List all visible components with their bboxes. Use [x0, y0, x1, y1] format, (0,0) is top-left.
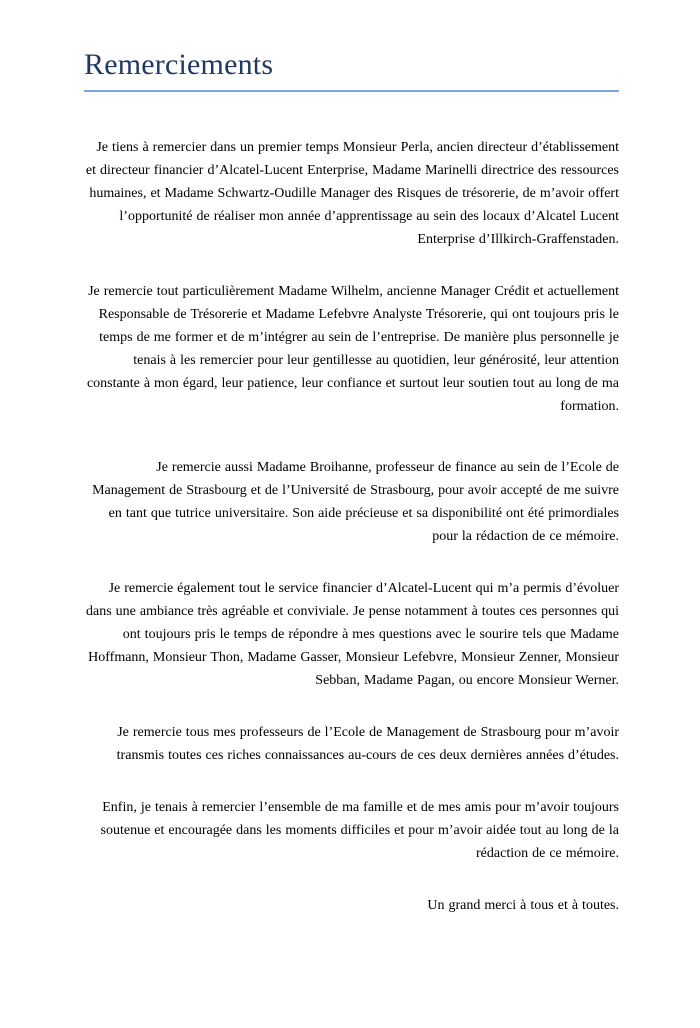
page-title: Remerciements [84, 48, 274, 81]
paragraph-acknowledgment-5: Je remercie tous mes professeurs de l’Ecole de Management de Strasbourg pour m’avoir transmis toutes ces riches connaissances au-cours de ces deux dernières années d’études. [116, 725, 619, 763]
title-rule [84, 90, 619, 92]
paragraph-acknowledgment-3: Je remercie aussi Madame Broihanne, professeur de finance au sein de l’Ecole de Management de Strasbourg et de l’Université de Strasbourg, pour avoir accepté de me suivre en tant que tutrice universitaire. Son aide précieuse et sa disponibilité ont été primordiales pour la rédaction de ce mémoire. [92, 460, 619, 544]
document-body [84, 136, 619, 917]
paragraph-acknowledgment-2: Je remercie tout particulièrement Madame Wilhelm, ancienne Manager Crédit et actuellement Responsable de Trésorerie et Madame Lefebvre Analyste Trésorerie, qui ont toujours pris le temps de me former et de m’intégrer au sein de l’entreprise. De manière plus personnelle je tenais à les remercier pour leur gentillesse au quotidien, leur générosité, leur attention constante à mon égard, leur patience, leur confiance et surtout leur soutien tout au long de ma formation. [86, 284, 619, 414]
paragraph-acknowledgment-4: Je remercie également tout le service financier d’Alcatel-Lucent qui m’a permis d’évoluer dans une ambiance très agréable et conviviale. Je pense notamment à toutes ces personnes qui ont toujours pris le temps de répondre à mes questions avec le sourire tels que Madame Hoffmann, Monsieur Thon, Madame Gasser, Monsieur Lefebvre, Monsieur Zenner, Monsieur Sebban, Madame Pagan, ou encore Monsieur Werner. [86, 581, 619, 688]
paragraph-acknowledgment-1: Je tiens à remercier dans un premier temps Monsieur Perla, ancien directeur d’établissement et directeur financier d’Alcatel-Lucent Enterprise, Madame Marinelli directrice des ressources humaines, et Madame Schwartz-Oudille Manager des Risques de trésorerie, de m’avoir offert l’opportunité de réaliser mon année d’apprentissage au sein des locaux d’Alcatel Lucent Enterprise d’Illkirch-Graffenstaden. [85, 140, 619, 247]
closing-line: Un grand merci à tous et à toutes. [427, 898, 619, 913]
paragraph-acknowledgment-6: Enfin, je tenais à remercier l’ensemble de ma famille et de mes amis pour m’avoir toujours soutenue et encouragée dans les moments difficiles et pour m’avoir aidée tout au long de la rédaction de ce mémoire. [100, 800, 619, 861]
